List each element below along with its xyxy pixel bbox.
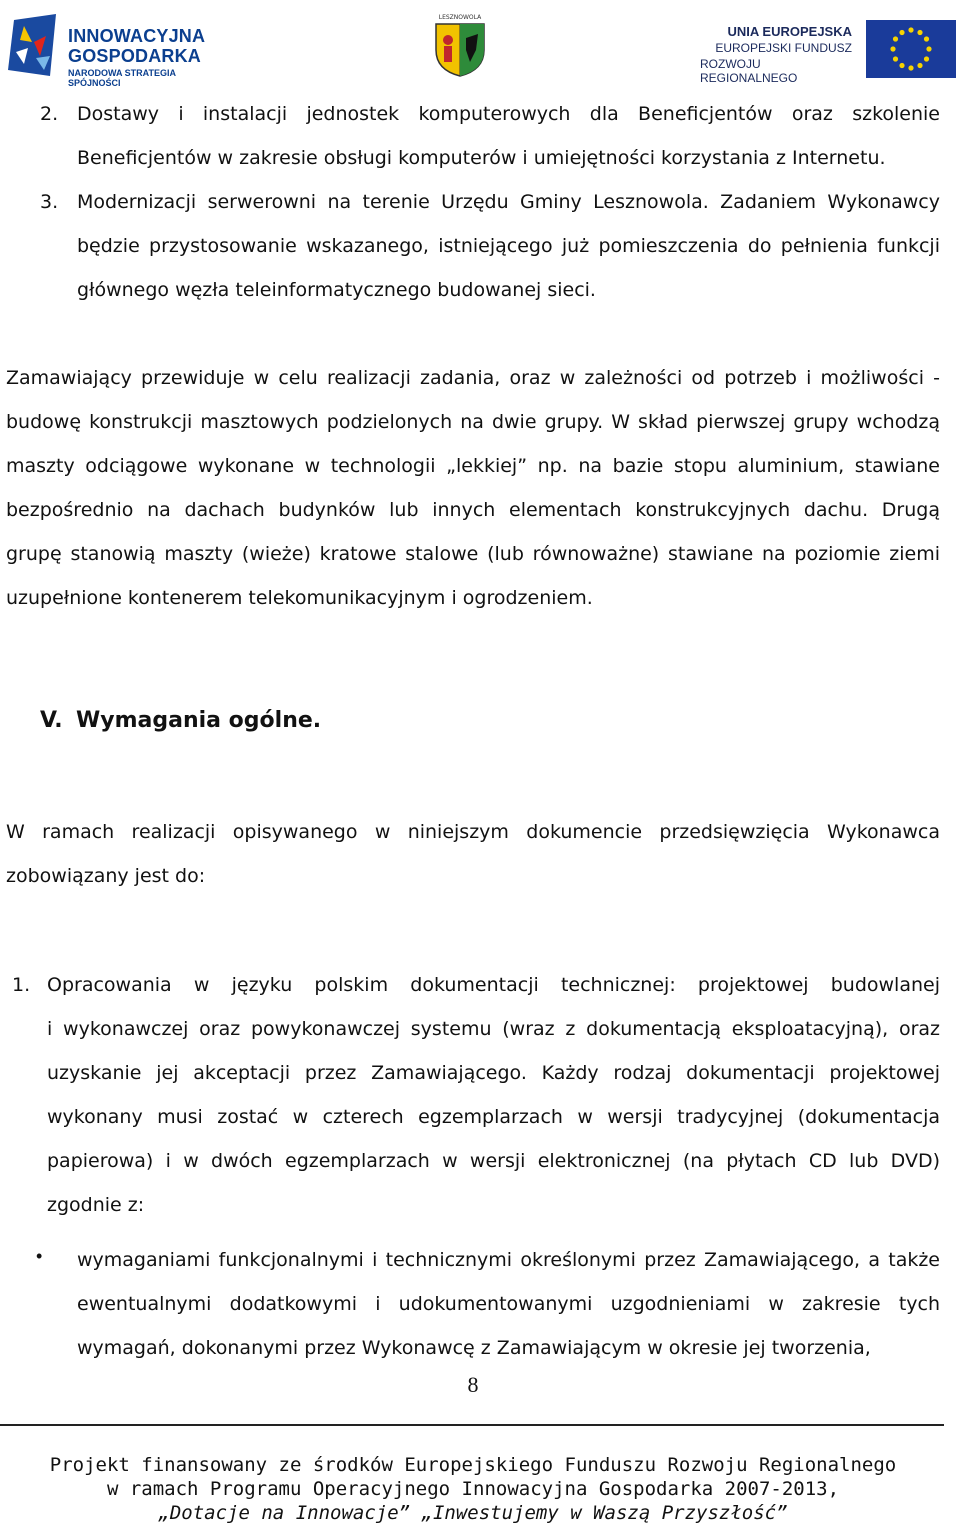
footer: [0, 1453, 946, 1525]
text-line: wymagań, dokonanymi przez Wykonawcę z Zamawiającym w okresie jej tworzenia,: [77, 1337, 871, 1359]
left-logo-line2: GOSPODARKA: [68, 46, 202, 66]
paragraph-obligations: [6, 810, 940, 898]
text-line: maszty odciągowe wykonane w technologii „lekkiej” np. na bazie stopu aluminium, stawiane: [6, 455, 940, 477]
text-line: ewentualnymi dodatkowymi i udokumentowanymi uzgodnieniami w zakresie tych: [77, 1293, 940, 1315]
text-line: Dostawy i instalacji jednostek komputerowych dla Beneficjentów oraz szkolenie: [77, 103, 940, 125]
text-line: głównego węzła teleinformatycznego budowanej sieci.: [77, 279, 596, 301]
text-line: uzupełnione kontenerem telekomunikacyjnym i ogrodzeniem.: [6, 587, 593, 609]
bullet-item-text: [77, 1238, 940, 1370]
section-number: V.: [40, 708, 63, 733]
footer-line3: „Dotacje na Innowacje” „Inwestujemy w Waszą Przyszłość”: [158, 1502, 788, 1524]
text-line: Beneficjentów w zakresie obsługi komputerów i umiejętności korzystania z Internetu.: [77, 147, 886, 169]
footer-divider: [0, 1424, 944, 1426]
list-item-1-text: [47, 963, 940, 1227]
text-line: wymaganiami funkcjonalnymi i technicznymi określonymi przez Zamawiającego, a także: [77, 1249, 940, 1271]
right-logo-line1: UNIA EUROPEJSKA: [727, 24, 852, 39]
text-line: Modernizacji serwerowni na terenie Urzędu Gminy Lesznowola. Zadaniem Wykonawcy: [77, 191, 940, 213]
unia-europejska-logo: [700, 22, 956, 85]
right-logo-line2: EUROPEJSKI FUNDUSZ: [715, 41, 852, 55]
bullet-icon: •: [36, 1246, 43, 1266]
innowacyjna-gospodarka-logo: [6, 8, 226, 88]
text-line: bezpośrednio na dachach budynków lub innych elementach konstrukcyjnych dachu. Drugą: [6, 499, 940, 521]
text-line: wykonany musi zostać w czterech egzemplarzach w wersji tradycyjnej (dokumentacja: [47, 1106, 940, 1128]
section-title: Wymagania ogólne.: [76, 708, 322, 733]
item-3-number: 3.: [40, 191, 59, 213]
text-line: będzie przystosowanie wskazanego, istniejącego już pomieszczenia do pełnienia funkcji: [77, 235, 940, 257]
item-2-text: [77, 92, 940, 180]
lesznowola-crest: [432, 14, 488, 78]
item-2-number: 2.: [40, 103, 59, 125]
text-line: zobowiązany jest do:: [6, 865, 206, 887]
text-line: Zamawiający przewiduje w celu realizacji zadania, oraz w zależności od potrzeb i możliwości -: [6, 367, 940, 389]
text-line: W ramach realizacji opisywanego w niniejszym dokumencie przedsięwzięcia Wykonawca: [6, 821, 940, 843]
text-line: i wykonawczej oraz powykonawczej systemu (wraz z dokumentacją eksploatacyjną), oraz: [47, 1018, 940, 1040]
left-logo-line3: NARODOWA STRATEGIA SPÓJNOŚCI: [68, 68, 176, 88]
left-logo-line1: INNOWACYJNA: [68, 26, 206, 46]
eu-flag-icon: [866, 20, 956, 78]
section-heading: [40, 708, 321, 733]
right-logo-line3: ROZWOJU REGIONALNEGO: [700, 57, 798, 85]
crest-caption: LESZNOWOLA: [438, 14, 482, 21]
paragraph-masts: [6, 356, 940, 620]
text-line: budowę konstrukcji masztowych podzielonych na dwie grupy. W skład pierwszej grupy wchodzą: [6, 411, 940, 433]
text-line: Opracowania w języku polskim dokumentacji technicznej: projektowej budowlanej: [47, 974, 940, 996]
text-line: uzyskanie jej akceptacji przez Zamawiającego. Każdy rodzaj dokumentacji projektowej: [47, 1062, 940, 1084]
page-number: 8: [467, 1372, 479, 1397]
item-3-text: [77, 180, 940, 312]
footer-line2: w ramach Programu Operacyjnego Innowacyjna Gospodarka 2007-2013,: [106, 1478, 840, 1500]
text-line: papierowa) i w dwóch egzemplarzach w wersji elektronicznej (na płytach CD lub DVD): [47, 1150, 940, 1172]
coat-of-arms-icon: [432, 20, 488, 78]
footer-line1: Projekt finansowany ze środków Europejskiego Funduszu Rozwoju Regionalnego: [49, 1454, 897, 1476]
text-line: zgodnie z:: [47, 1194, 145, 1216]
innowacyjna-gospodarka-emblem-icon: [6, 12, 62, 78]
list-item-1-number: 1.: [12, 974, 31, 996]
text-line: grupę stanowią maszty (wieże) kratowe stalowe (lub równoważne) stawiane na poziomie ziemi: [6, 543, 940, 565]
